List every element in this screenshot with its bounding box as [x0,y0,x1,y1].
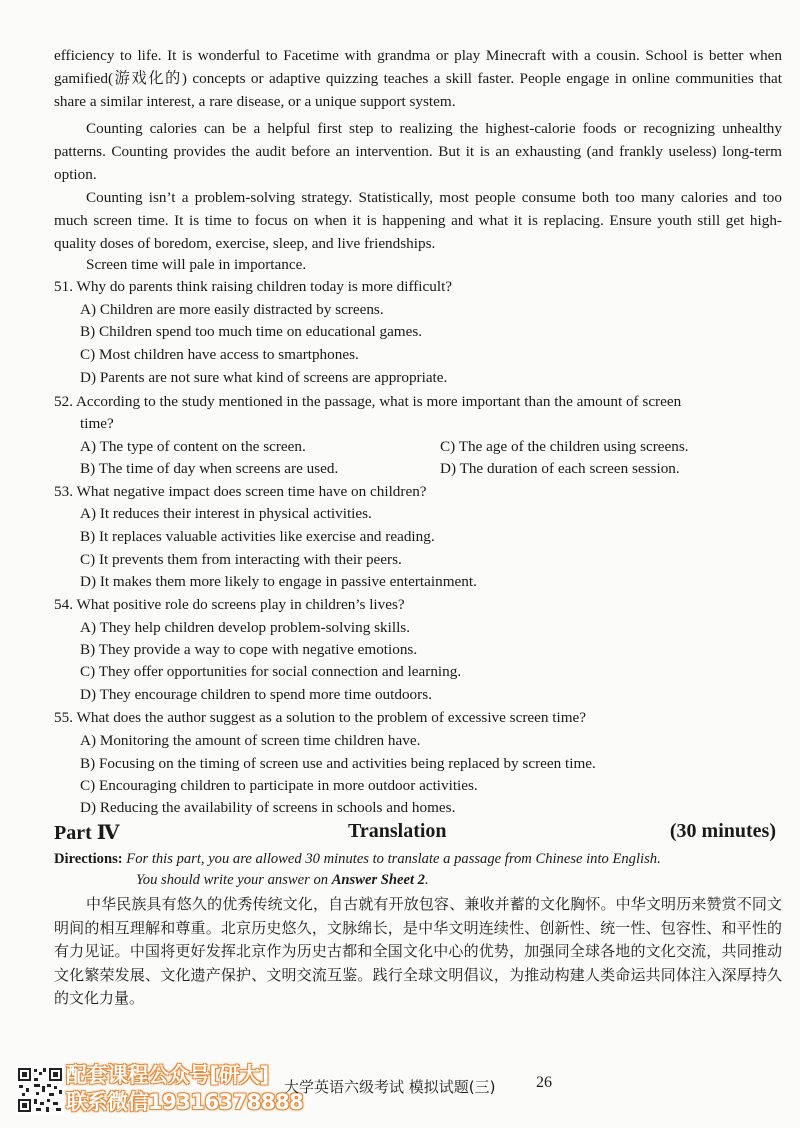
answer-option [80,730,420,752]
option-letter: C) [80,551,96,568]
option-text: The time of day when screens are used. [98,460,339,477]
option-text: They encourage children to spend more time outdoors. [99,686,432,703]
part-label: Part Ⅳ [54,822,120,844]
question-stem [54,481,427,503]
option-letter: D) [440,460,457,477]
part-time: (30 minutes) [669,820,776,842]
question-number: 51. [54,278,73,295]
question-number: 52. [54,393,73,410]
option-letter: D) [80,573,97,590]
answer-option [80,753,596,775]
answer-option [80,344,359,366]
passage-paragraph [54,186,782,255]
answer-option [80,503,372,525]
option-text: It makes them more likely to engage in passive entertainment. [99,573,477,590]
answer-option [80,684,432,706]
promo-stamp [66,1062,303,1116]
question-text: According to the study mentioned in the passage, what is more important than the amount of screen [75,393,682,410]
passage-text: Counting isn’t a problem-solving strategy. Statistically, most people consume both too many calories and too much screen time. It is time to focus on when it is happening and what it is replacing. Ensure youth still get high-quality doses of boredom, exercise, sleep, and live friendships. [54,189,782,252]
translation-passage: 中华民族具有悠久的优秀传统文化，自古就有开放包容、兼收并蓄的文化胸怀。中华文明历来赞赏不同文明间的相互理解和尊重。北京历史悠久，文脉绵长，是中华文明连续性、创新性、统一性、包容性、和平性的有力见证。中国将更好发挥北京作为历史古都和全国文化中心的优势，加强同全球各地的文化交流，共同推动文化繁荣发展、文化遗产保护、文明交流互鉴。践行全球文明倡议，为推动构建人类命运共同体注入深厚持久的文化力量。 [54,895,782,1007]
option-text: Monitoring the amount of screen time children have. [99,732,421,749]
question-text: What does the author suggest as a solution to the problem of excessive screen time? [76,709,586,726]
option-text: Reducing the availability of screens in schools and homes. [99,799,456,816]
question-stem [54,391,681,413]
answer-option [80,321,422,343]
option-letter: A) [80,732,97,749]
passage-text: Screen time will pale in importance. [86,256,307,273]
answer-option [80,526,435,548]
footer-title: 大学英语六级考试 模拟试题(三) [284,1078,496,1096]
question-stem [54,707,586,729]
answer-option [80,367,447,389]
option-text: Focusing on the timing of screen use and activities being replaced by screen time. [98,755,596,772]
promo-line: 配套课程公众号[研大] [66,1063,269,1087]
option-text: It reduces their interest in physical activities. [99,505,372,522]
answer-option [80,775,478,797]
question-text: time? [80,415,114,432]
option-letter: D) [80,686,97,703]
answer-option [80,661,461,683]
page-number: 26 [536,1074,552,1091]
answer-option [80,436,306,458]
passage-paragraph [54,253,782,276]
option-text: They help children develop problem-solving skills. [99,619,411,636]
question-number: 55. [54,709,73,726]
option-text: They provide a way to cope with negative emotions. [98,641,418,658]
question-stem-continued [80,413,114,435]
option-text: Children spend too much time on educational games. [98,323,423,340]
option-letter: B) [80,755,96,772]
passage-text: efficiency to life. It is wonderful to Facetime with grandma or play Minecraft with a cousin. School is better when gamified(游戏化的) concepts or adaptive quizzing teaches a skill faster. People engage in online communities that share a similar interest, a rare disease, or a unique support system. [54,47,782,110]
answer-sheet-label: Answer Sheet 2 [331,872,425,888]
option-letter: C) [440,438,456,455]
question-stem [54,594,405,616]
option-text: The age of the children using screens. [458,438,689,455]
answer-option [80,617,410,639]
option-letter: C) [80,346,96,363]
option-letter: A) [80,301,97,318]
option-letter: C) [80,663,96,680]
question-text: What positive role do screens play in children’s lives? [76,596,405,613]
directions-line [54,849,784,870]
question-text: Why do parents think raising children today is more difficult? [76,278,453,295]
directions-text: . [424,872,429,888]
answer-option [80,549,402,571]
question-number: 54. [54,596,73,613]
option-letter: B) [80,323,96,340]
option-text: Most children have access to smartphones. [98,346,359,363]
option-letter: D) [80,369,97,386]
answer-option [80,299,384,321]
option-letter: B) [80,460,96,477]
option-text: It prevents them from interacting with their peers. [98,551,402,568]
option-letter: D) [80,799,97,816]
promo-line: 联系微信19316378888 [66,1090,304,1114]
option-letter: B) [80,641,96,658]
directions-line [136,870,776,891]
option-letter: C) [80,777,96,794]
directions-text: For this part, you are allowed 30 minutes to translate a passage from Chinese into English. [126,851,661,867]
passage-paragraph [54,117,782,186]
question-stem [54,276,452,298]
directions-text: You should write your answer on [136,872,332,888]
answer-option [440,458,680,480]
option-text: Encouraging children to participate in more outdoor activities. [98,777,478,794]
part-heading [54,820,782,848]
option-letter: B) [80,528,96,545]
answer-option [440,436,689,458]
question-text: What negative impact does screen time have on children? [76,483,427,500]
option-text: Children are more easily distracted by screens. [99,301,384,318]
answer-option [80,458,338,480]
answer-option [80,639,417,661]
passage-text: Counting calories can be a helpful first step to realizing the highest-calorie foods or recognizing unhealthy patterns. Counting provides the audit before an intervention. But it is an exhausting (and frankly useless) long-term option. [54,120,782,183]
answer-option [80,797,455,819]
question-number: 53. [54,483,73,500]
option-letter: A) [80,438,97,455]
qr-code-icon [16,1066,64,1114]
passage-paragraph [54,44,782,113]
option-letter: A) [80,505,97,522]
option-text: Parents are not sure what kind of screens are appropriate. [99,369,448,386]
option-text: They offer opportunities for social connection and learning. [98,663,462,680]
option-text: The type of content on the screen. [99,438,306,455]
option-text: It replaces valuable activities like exercise and reading. [98,528,435,545]
option-text: The duration of each screen session. [459,460,680,477]
directions-label: Directions: [54,851,123,867]
answer-option [80,571,477,593]
part-title: Translation [348,820,447,842]
option-letter: A) [80,619,97,636]
